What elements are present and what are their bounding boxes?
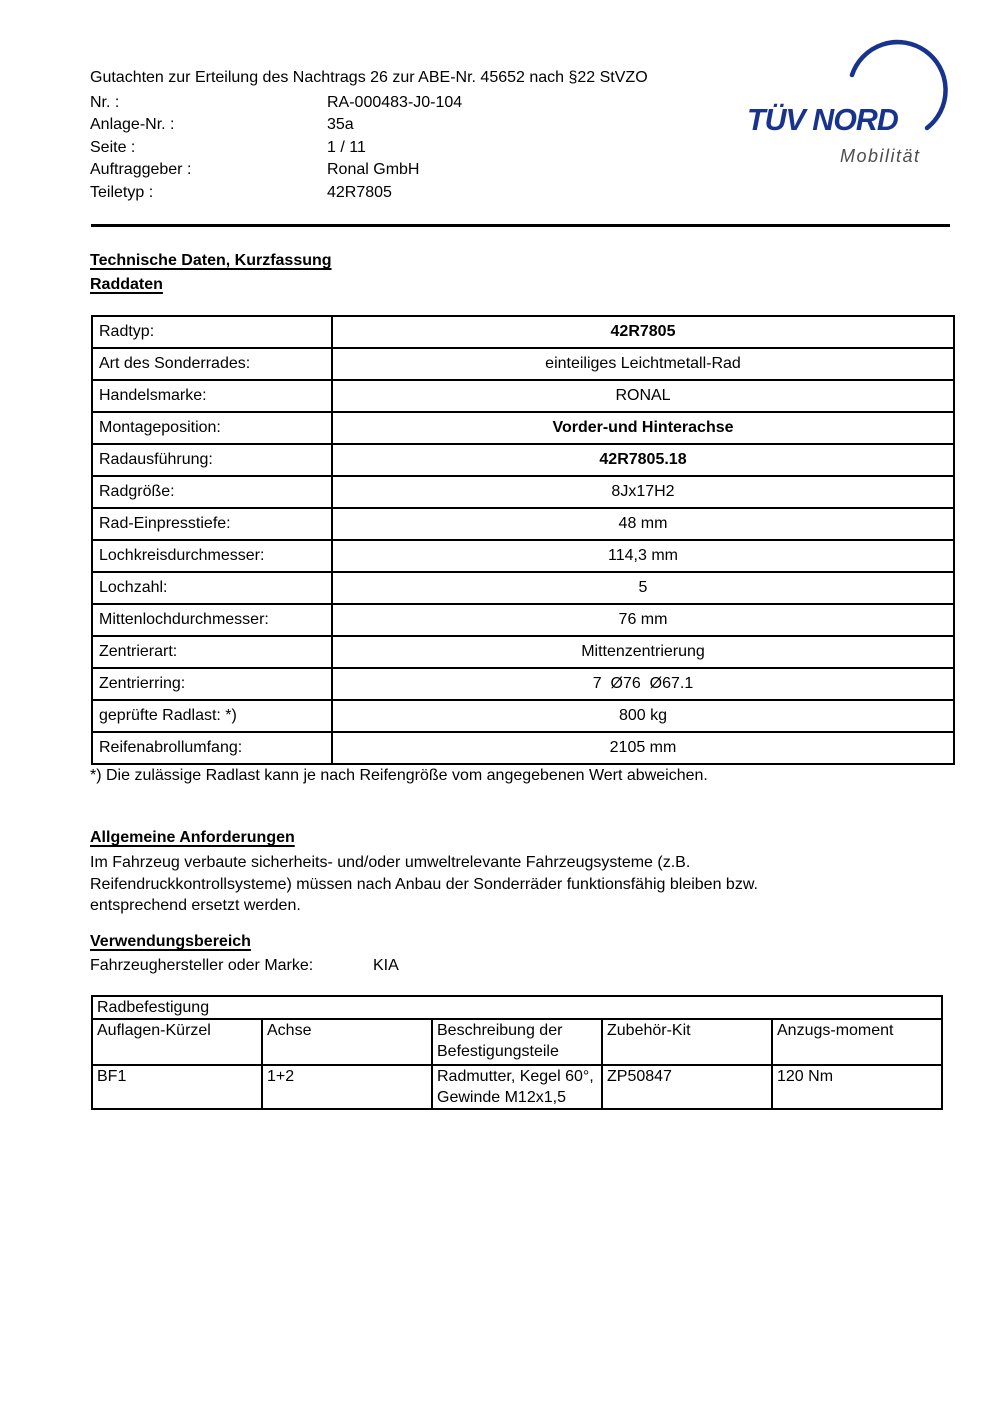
raddaten-value-cell: 42R7805 — [332, 316, 954, 348]
paragraph-line: Im Fahrzeug verbaute sicherheits- und/oder umweltrelevante Fahrzeugsysteme (z.B. — [90, 854, 691, 871]
raddaten-label-cell: Handelsmarke: — [92, 380, 332, 412]
radbefestigung-table — [91, 995, 943, 1110]
meta-row — [90, 137, 462, 159]
radbefestigung-cell: 1+2 — [262, 1065, 432, 1109]
radlast-footnote: *) Die zulässige Radlast kann je nach Reifengröße vom angegebenen Wert abweichen. — [90, 767, 708, 784]
column-header-cell: Achse — [262, 1019, 432, 1065]
document-title: Gutachten zur Erteilung des Nachtrags 26 zur ABE-Nr. 45652 nach §22 StVZO — [90, 69, 648, 86]
section-heading-technische-daten: Technische Daten, Kurzfassung — [90, 252, 332, 269]
column-header-cell: Anzugs-moment — [772, 1019, 942, 1065]
radbefestigung-cell: BF1 — [92, 1065, 262, 1109]
raddaten-label-cell: Mittenlochdurchmesser: — [92, 604, 332, 636]
raddaten-value-cell: RONAL — [332, 380, 954, 412]
fahrzeughersteller-value: KIA — [373, 957, 399, 974]
raddaten-value-cell: einteiliges Leichtmetall-Rad — [332, 348, 954, 380]
radbefestigung-cell: ZP50847 — [602, 1065, 772, 1109]
raddaten-value-cell: 7 Ø76 Ø67.1 — [332, 668, 954, 700]
raddaten-value-cell: 114,3 mm — [332, 540, 954, 572]
logo-tagline-text: Mobilität — [840, 146, 921, 166]
raddaten-value-cell: 800 kg — [332, 700, 954, 732]
raddaten-label-cell: Lochkreisdurchmesser: — [92, 540, 332, 572]
table-row — [92, 996, 942, 1019]
meta-label: Seite : — [90, 138, 136, 156]
raddaten-label-cell: geprüfte Radlast: *) — [92, 700, 332, 732]
meta-label: Auftraggeber : — [90, 161, 192, 179]
meta-value: 1 / 11 — [327, 138, 366, 156]
table-row — [92, 700, 954, 732]
meta-value: Ronal GmbH — [327, 161, 420, 179]
table-row — [92, 348, 954, 380]
raddaten-label-cell: Art des Sonderrades: — [92, 348, 332, 380]
table-row — [92, 476, 954, 508]
meta-row — [90, 182, 462, 204]
section-heading-verwendungsbereich: Verwendungsbereich — [90, 933, 251, 950]
meta-value: 35a — [327, 116, 354, 134]
raddaten-value-cell: Mittenzentrierung — [332, 636, 954, 668]
raddaten-label-cell: Reifenabrollumfang: — [92, 732, 332, 764]
table-row — [92, 316, 954, 348]
meta-row — [90, 159, 462, 181]
fahrzeughersteller-label: Fahrzeughersteller oder Marke: — [90, 957, 314, 974]
meta-label: Teiletyp : — [90, 183, 154, 201]
raddaten-label-cell: Zentrierring: — [92, 668, 332, 700]
fahrzeughersteller-line — [90, 957, 399, 975]
raddaten-label-cell: Radausführung: — [92, 444, 332, 476]
table-row — [92, 636, 954, 668]
header-divider — [91, 224, 950, 227]
raddaten-label-cell: Montageposition: — [92, 412, 332, 444]
raddaten-value-cell: 76 mm — [332, 604, 954, 636]
raddaten-label-cell: Rad-Einpresstiefe: — [92, 508, 332, 540]
meta-label: Nr. : — [90, 94, 120, 111]
section-heading-allgemeine-anforderungen: Allgemeine Anforderungen — [90, 829, 295, 846]
radbefestigung-cell: 120 Nm — [772, 1065, 942, 1109]
table-row — [92, 444, 954, 476]
logo-brand-text: TÜV NORD — [747, 102, 898, 137]
table-row — [92, 1065, 942, 1109]
raddaten-label-cell: Lochzahl: — [92, 572, 332, 604]
meta-row — [90, 114, 462, 136]
radbefestigung-cell: Radmutter, Kegel 60°, Gewinde M12x1,5 — [432, 1065, 602, 1109]
table-row — [92, 380, 954, 412]
table-row — [92, 604, 954, 636]
meta-label: Anlage-Nr. : — [90, 116, 175, 134]
table-row — [92, 732, 954, 764]
meta-value: RA-000483-J0-104 — [327, 94, 463, 111]
raddaten-label-cell: Radtyp: — [92, 316, 332, 348]
table-row — [92, 412, 954, 444]
column-header-cell: Beschreibung der Befestigungsteile — [432, 1019, 602, 1065]
raddaten-value-cell: 48 mm — [332, 508, 954, 540]
table-row — [92, 540, 954, 572]
raddaten-value-cell: 5 — [332, 572, 954, 604]
raddaten-value-cell: 8Jx17H2 — [332, 476, 954, 508]
paragraph-line: entsprechend ersetzt werden. — [90, 897, 301, 915]
table-row — [92, 668, 954, 700]
raddaten-label-cell: Radgröße: — [92, 476, 332, 508]
table-row — [92, 572, 954, 604]
meta-row — [90, 92, 462, 114]
radbefestigung-title-cell: Radbefestigung — [92, 996, 942, 1019]
document-meta — [90, 92, 462, 204]
paragraph-line: Reifendruckkontrollsysteme) müssen nach Anbau der Sonderräder funktionsfähig bleiben bzw. — [90, 875, 758, 893]
column-header-cell: Zubehör-Kit — [602, 1019, 772, 1065]
section-heading-raddaten: Raddaten — [90, 276, 163, 293]
raddaten-value-cell: Vorder-und Hinterachse — [332, 412, 954, 444]
meta-value: 42R7805 — [327, 183, 392, 201]
raddaten-label-cell: Zentrierart: — [92, 636, 332, 668]
allgemeine-anforderungen-text — [90, 852, 758, 917]
raddaten-value-cell: 42R7805.18 — [332, 444, 954, 476]
table-header-row — [92, 1019, 942, 1065]
raddaten-table — [91, 315, 955, 765]
raddaten-value-cell: 2105 mm — [332, 732, 954, 764]
tuv-nord-logo — [740, 38, 952, 176]
table-row — [92, 508, 954, 540]
column-header-cell: Auflagen-Kürzel — [92, 1019, 262, 1065]
